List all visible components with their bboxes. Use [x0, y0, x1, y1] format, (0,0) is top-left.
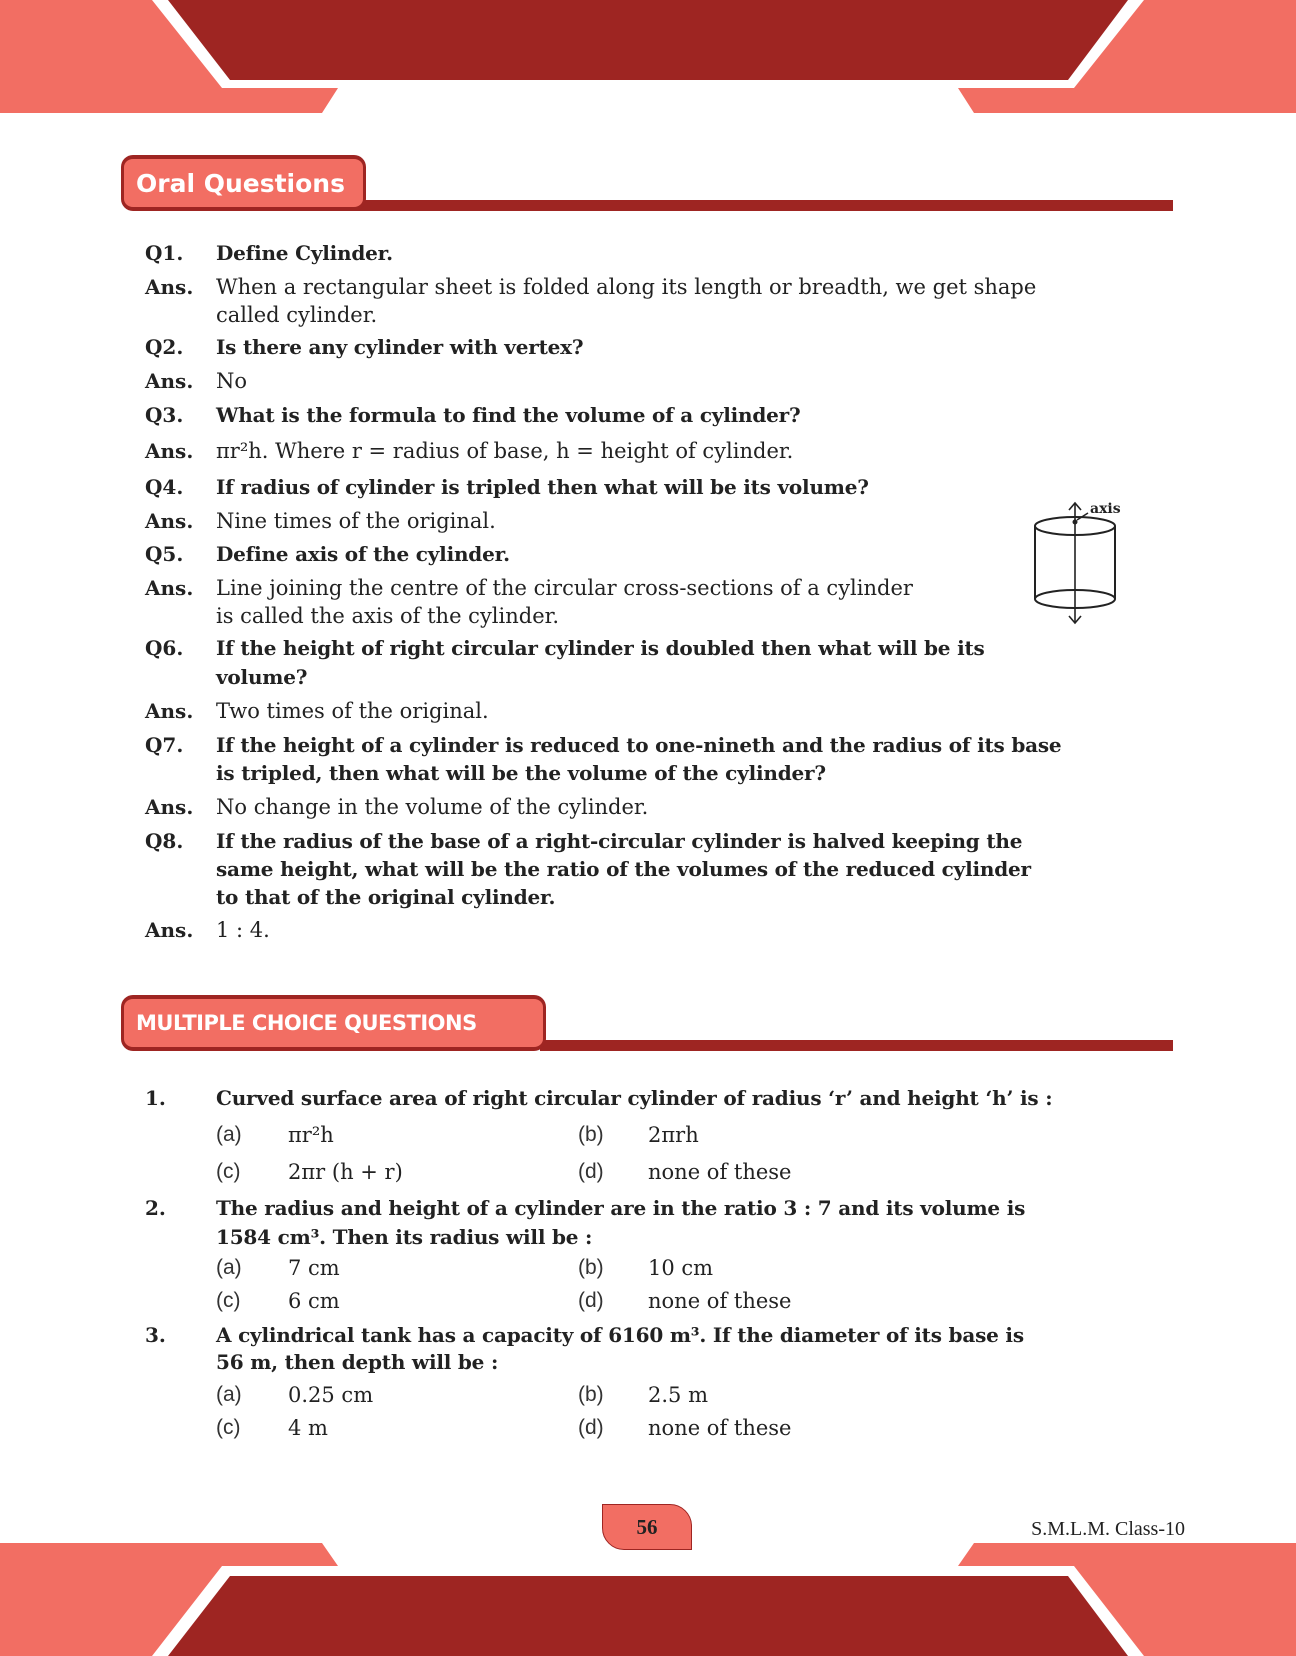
question-text: Curved surface area of right circular cylinder of radius ‘r’ and height ‘h’ is :	[216, 1086, 1053, 1110]
option-value: 0.25 cm	[288, 1383, 374, 1407]
option-value: πr²h	[288, 1123, 334, 1147]
book-title: S.M.L.M. Class-10	[1031, 1518, 1185, 1540]
answer-text: πr²h. Where r = radius of base, h = height of cylinder.	[216, 439, 794, 463]
question-text: 1584 cm³. Then its radius will be :	[216, 1225, 593, 1249]
question-text: A cylindrical tank has a capacity of 6160 m³. If the diameter of its base is	[216, 1323, 1024, 1347]
question-text: What is the formula to find the volume of a cylinder?	[216, 403, 801, 427]
question-label: Q7.	[145, 733, 184, 757]
answer-label: Ans.	[145, 275, 194, 299]
question-text: is tripled, then what will be the volume of the cylinder?	[216, 761, 826, 785]
question-text: Define Cylinder.	[216, 241, 393, 265]
option-value: 6 cm	[288, 1289, 340, 1313]
question-text: Is there any cylinder with vertex?	[216, 335, 584, 359]
answer-label: Ans.	[145, 795, 194, 819]
option-value: none of these	[648, 1160, 792, 1184]
option-value: 2πrh	[648, 1123, 699, 1147]
option-key: (d)	[578, 1289, 604, 1312]
question-number: 1.	[145, 1086, 166, 1110]
cylinder-axis-figure	[1030, 498, 1130, 628]
question-label: Q4.	[145, 475, 184, 499]
page-number: 56	[636, 1514, 658, 1539]
answer-label: Ans.	[145, 369, 194, 393]
section-rule	[540, 1040, 1173, 1051]
answer-label: Ans.	[145, 918, 194, 942]
question-text: If the radius of the base of a right-circular cylinder is halved keeping the	[216, 829, 1023, 853]
answer-text: When a rectangular sheet is folded along its length or breadth, we get shape	[216, 275, 1037, 299]
question-label: Q5.	[145, 542, 184, 566]
question-text: If the height of a cylinder is reduced to one-nineth and the radius of its base	[216, 733, 1062, 757]
question-number: 3.	[145, 1323, 166, 1347]
answer-label: Ans.	[145, 439, 194, 463]
question-text: Define axis of the cylinder.	[216, 542, 510, 566]
answer-text: No	[216, 369, 248, 393]
option-key: (a)	[216, 1256, 242, 1279]
question-text: The radius and height of a cylinder are in the ratio 3 : 7 and its volume is	[216, 1196, 1026, 1220]
question-text: If the height of right circular cylinder is doubled then what will be its	[216, 636, 985, 660]
option-key: (b)	[578, 1123, 604, 1146]
option-value: 7 cm	[288, 1256, 340, 1280]
answer-label: Ans.	[145, 576, 194, 600]
option-key: (a)	[216, 1383, 242, 1406]
answer-text: is called the axis of the cylinder.	[216, 604, 560, 628]
question-text: If radius of cylinder is tripled then what will be its volume?	[216, 475, 869, 499]
option-key: (a)	[216, 1123, 242, 1146]
question-label: Q8.	[145, 829, 184, 853]
heading-text: Oral Questions	[136, 168, 345, 198]
option-key: (d)	[578, 1416, 604, 1439]
option-value: none of these	[648, 1289, 792, 1313]
answer-text: 1 : 4.	[216, 918, 270, 942]
answer-text: called cylinder.	[216, 303, 378, 327]
question-text: same height, what will be the ratio of the volumes of the reduced cylinder	[216, 857, 1031, 881]
option-key: (c)	[216, 1160, 241, 1183]
question-label: Q3.	[145, 403, 184, 427]
option-value: none of these	[648, 1416, 792, 1440]
answer-text: Two times of the original.	[216, 699, 489, 723]
option-key: (c)	[216, 1416, 241, 1439]
question-number: 2.	[145, 1196, 166, 1220]
page-number-tab	[602, 1504, 692, 1550]
option-key: (d)	[578, 1160, 604, 1183]
section-rule	[340, 200, 1173, 211]
question-label: Q1.	[145, 241, 184, 265]
section-heading-oral	[121, 155, 366, 211]
question-text: volume?	[216, 665, 308, 689]
option-value: 2πr (h + r)	[288, 1160, 403, 1184]
answer-text: Line joining the centre of the circular cross-sections of a cylinder	[216, 576, 913, 600]
answer-label: Ans.	[145, 509, 194, 533]
option-key: (b)	[578, 1383, 604, 1406]
question-label: Q6.	[145, 636, 184, 660]
answer-text: No change in the volume of the cylinder.	[216, 795, 649, 819]
heading-text: MULTIPLE CHOICE QUESTIONS	[136, 1011, 477, 1035]
question-label: Q2.	[145, 335, 184, 359]
question-text: to that of the original cylinder.	[216, 885, 556, 909]
option-key: (c)	[216, 1289, 241, 1312]
question-text: 56 m, then depth will be :	[216, 1350, 499, 1374]
axis-label: axis	[1090, 501, 1121, 517]
answer-text: Nine times of the original.	[216, 509, 496, 533]
option-key: (b)	[578, 1256, 604, 1279]
option-value: 2.5 m	[648, 1383, 708, 1407]
answer-label: Ans.	[145, 699, 194, 723]
option-value: 4 m	[288, 1416, 328, 1440]
section-heading-mcq	[121, 995, 546, 1051]
option-value: 10 cm	[648, 1256, 714, 1280]
